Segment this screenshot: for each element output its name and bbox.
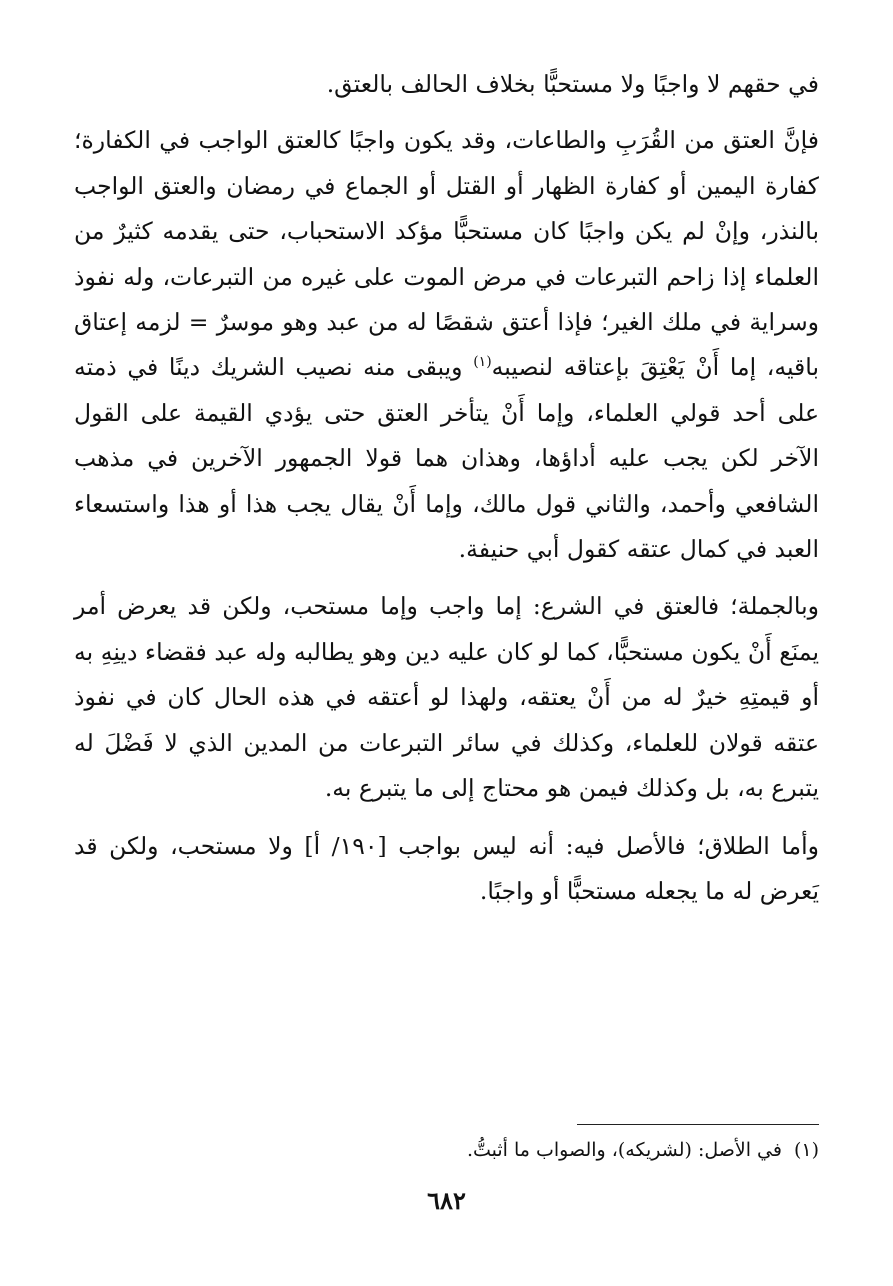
footnote-number: (١): [793, 1139, 819, 1161]
paragraph-3: وبالجملة؛ فالعتق في الشرع: إما واجب وإما مستحب، ولكن قد يعرض أمر يمنَع أَنْ يكون مستحبًّا، كما لو كان عليه دين وهو يطالبه وله عبد فقضاء دينِهِ به أو قيمتِهِ خيرٌ له من أَنْ يعتقه، ولهذا لو أعتقه في هذه الحال كان في نفوذ عتقه قولان للعلماء، وكذلك في سائر التبرعات من المدين الذي لا فَضْلَ له يتبرع به، بل وكذلك فيمن هو محتاج إلى ما يتبرع به.: [74, 592, 819, 803]
paragraph-2: [74, 118, 819, 572]
footnote: [259, 1136, 819, 1164]
page-number: ٦٨٢: [427, 1186, 466, 1215]
footnote-text: في الأصل: (لشريكه)، والصواب ما أثبتُّ.: [466, 1139, 782, 1161]
paragraph-4: وأما الطلاق؛ فالأصل فيه: أنه ليس بواجب [١٩٠/ أ] ولا مستحب، ولكن قد يَعرض له ما يجعله مستحبًّا أو واجبًا.: [74, 831, 819, 905]
paragraph-1: في حقهم لا واجبًا ولا مستحبًّا بخلاف الحالف بالعتق.: [326, 70, 819, 98]
footnote-divider: [577, 1124, 819, 1125]
footnote-reference[interactable]: (١): [473, 354, 492, 371]
paragraph-2-text-after-ref: ويبقى منه نصيب الشريك دينًا في ذمته على أحد قولي العلماء، وإما أَنْ يتأخر العتق حتى يؤدي القيمة على القول الآخر لكن يجب عليه أداؤها، وهذان هما قولا الجمهور الآخرين في مذهب الشافعي وأحمد، والثاني قول مالك، وإما أَنْ يقال يجب هذا أو هذا واستسعاء العبد في كمال عتقه كقول أبي حنيفة.: [74, 353, 819, 564]
page-body: [74, 62, 819, 914]
paragraph-2-text-before-ref: فإنَّ العتق من القُرَبِ والطاعات، وقد يكون واجبًا كالعتق الواجب في الكفارة؛ كفارة اليمين أو كفارة الظهار أو القتل أو الجماع في رمضان والعتق الواجب بالنذر، وإنْ لم يكن واجبًا كان مستحبًّا مؤكد الاستحباب، حتى يقدمه كثيرٌ من العلماء إذا زاحم التبرعات في مرض الموت على غيره من التبرعات، وله نفوذ وسراية في ملك الغير؛ فإذا أعتق شقصًا له من عبد وهو موسرٌ = لزمه إعتاق باقيه، إما أَنْ يَعْتِقَ بإعتاقه لنصيبه: [74, 126, 819, 382]
